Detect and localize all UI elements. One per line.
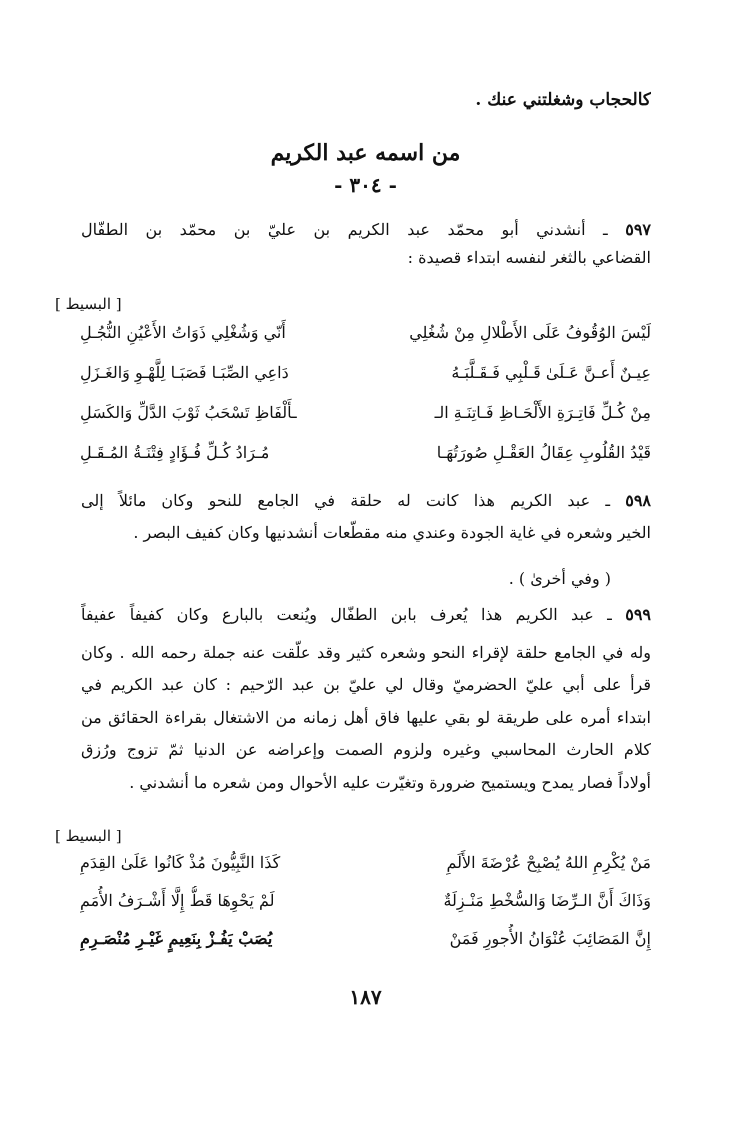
page-number: ١٨٧ — [349, 985, 382, 1009]
poem-2-verse-1-second: كَذَا النَّبِيُّونَ مُذْ كَانُوا عَلَىٰ القِدَمِ — [80, 853, 281, 872]
poem-1-verse-2-first: عِيـنٌ أَعـنَّ عَـلَىٰ قَـلْبِي فَـقَـلَّبَـهُ — [451, 363, 651, 382]
poem-1-meter: [ البسيط ] — [55, 295, 122, 313]
entry-599-line-4: ابتداء أمره على طريقة لو بقي عليها فاق أهل زمانه من الاشتغال بقراءة الحقائق من — [81, 708, 651, 727]
entry-598-line-2: الخير وشعره في غاية الجودة وعندي منه مقطّعات أنشدنيها وكان كفيف البصر . — [133, 523, 651, 542]
entry-598-line-1 — [81, 488, 651, 514]
section-number: - ٣٠٤ - — [334, 173, 397, 197]
poem-1-verse-3-second: ـأَلْفَاظِ تَسْحَبُ ثَوْبَ الدَّلِّ وَالكَسَلِ — [80, 403, 297, 422]
intro-line: كالحجاب وشغلتني عنك . — [475, 90, 651, 110]
entry-597-number: ٥٩٧ — [625, 220, 651, 239]
poem-2-meter: [ البسيط ] — [55, 827, 122, 845]
entry-599-line-6: أولاداً فصار يمدح ويستميح ضرورة وتغيّرت عليه الأحوال ومن شعره ما أنشدني . — [129, 773, 651, 792]
section-title: من اسمه عبد الكريم — [270, 140, 461, 166]
poem-1-verse-2-second: دَاعِي الصِّبَـا فَصَبَـا لِلَّهْـوِ وَالغَـزَلِ — [80, 363, 289, 382]
entry-599-text: ـ عبد الكريم هذا يُعرف بابن الطفّال ويُنعت بالبارع وكان كفيفاً عفيفاً — [81, 605, 612, 624]
poem-1-verse-4-second: مُـرَادُ كُـلِّ فُـؤَادٍ فِتْنَـةُ المُـقَـلِ — [80, 443, 270, 462]
entry-599-line-2: وله في الجامع حلقة لإقراء النحو وشعره كثير وقد علّقت عنه جملة رحمه الله . وكان — [81, 643, 651, 662]
entry-599-line-3: قرأ على أبي عليّ الحضرميّ وقال لي عليّ بن عبد الرّحيم : كان عبد الكريم في — [81, 675, 651, 694]
poem-2-verse-3-second: يُصَبْ يَفُـزْ بِنَعِيمٍ غَيْـرِ مُنْصَـرِمِ — [80, 929, 273, 948]
entry-598-line-3: ( وفي أخرىٰ ) . — [508, 569, 611, 588]
entry-597-line-1 — [81, 217, 651, 243]
entry-598-number: ٥٩٨ — [625, 491, 651, 510]
poem-2-verse-3-first: إِنَّ المَصَائِبَ عُنْوَانُ الأُجورِ فَمَنْ — [449, 929, 651, 948]
poem-1-verse-3-first: مِنْ كُـلِّ فَاتِـرَةِ الأَلْحَـاظِ فَـاتِنَـةِ الـ — [434, 403, 651, 422]
entry-599-line-5: كلام الحارث المحاسبي وغيره ولزوم الصمت وإعراضه عن الدنيا ثمّ تزوج ورُزق — [81, 740, 651, 759]
entry-599-line-1 — [81, 602, 651, 628]
entry-598-text: ـ عبد الكريم هذا كانت له حلقة في الجامع للنحو وكان مائلاً إلى — [81, 491, 611, 510]
poem-1-verse-4-first: قَيْدُ القُلُوبِ عِقَالُ العَقْـلِ صُورَتُهَـا — [436, 443, 651, 462]
poem-2-verse-2-first: وَذَاكَ أَنَّ الـرِّضَا وَالسُّخْطِ مَنْـزِلَةٌ — [443, 891, 651, 910]
poem-2-verse-2-second: لَمْ يَحْوِهَا قَطُّ إِلَّا أَشْـرَفُ الأُمَمِ — [80, 891, 275, 910]
poem-2-verse-1-first: مَنْ يُكْرِمِ اللهُ يُصْبِحْ عُرْضَةَ الأَلَمِ — [446, 853, 651, 872]
entry-599-number: ٥٩٩ — [625, 605, 651, 624]
entry-597-text: ـ أنشدني أبو محمّد عبد الكريم بن عليّ بن محمّد بن الطفّال — [81, 220, 608, 239]
poem-1-verse-1-first: لَيْسَ الوُقُوفُ عَلَى الأَطْلالِ مِنْ شُغُلِي — [409, 323, 651, 342]
poem-1-verse-1-second: أَنّي وَشُغْلِي ذَوَاتُ الأَعْيُنِ النُّجُـلِ — [80, 323, 286, 342]
entry-597-line-2: القضاعي بالثغر لنفسه ابتداء قصيدة : — [407, 248, 651, 267]
